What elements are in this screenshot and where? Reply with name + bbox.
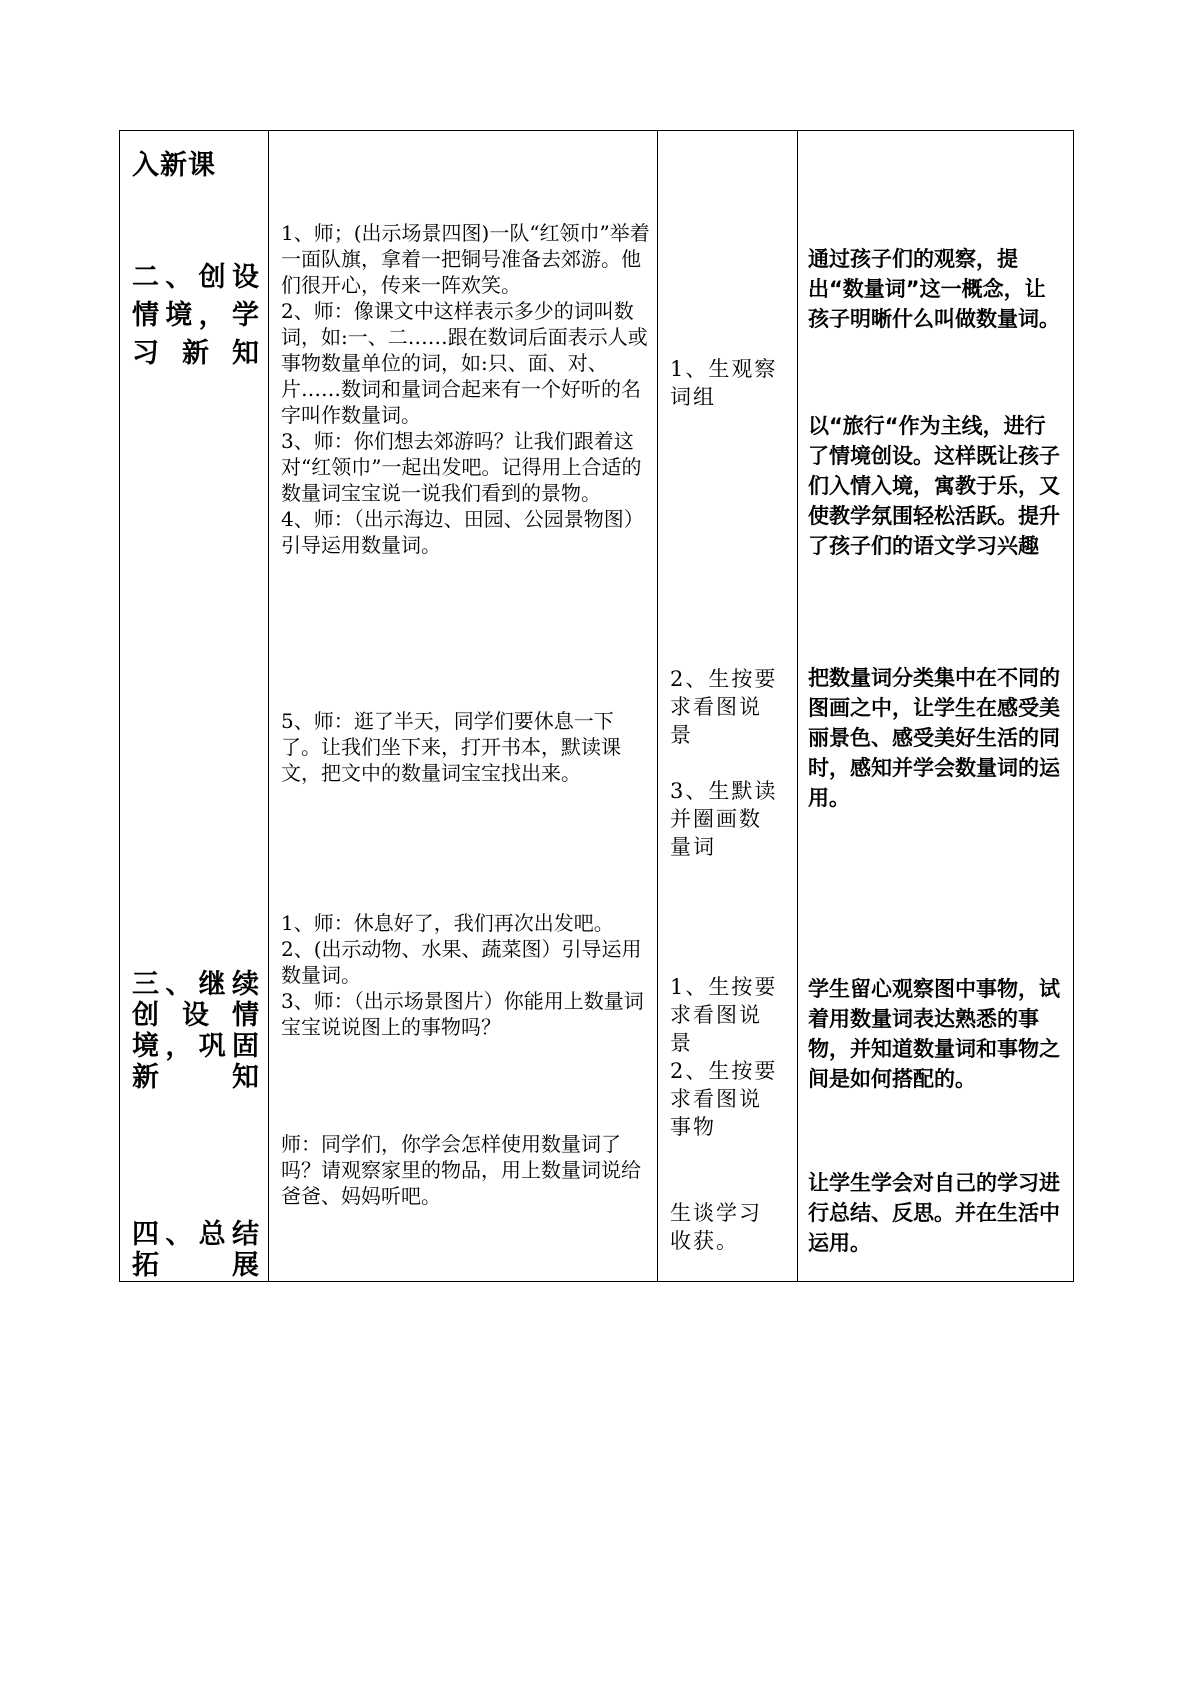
student-activity-block: 2、生按要 求看图说 景: [670, 667, 778, 747]
stage-heading-consolidate: 三、继续 创设情 境，巩固 新知: [132, 969, 260, 1093]
table-row: [120, 131, 1074, 1282]
stage-heading-new-knowledge: 二、创设 情境，学 习新知: [132, 262, 260, 369]
teacher-activity-cell: [269, 131, 658, 1282]
teacher-activity-block: 1、师；(出示场景四图)一队“红领巾”举着一面队旗，拿着一把铜号准备去郊游。他们很开心，传来一阵欢笑。 2、师：像课文中这样表示多少的词叫数词，如:一、二……跟在数词后面表示人或事物数量单位的词，如:只、面、对、片……数词和量词合起来有一个好听的名字叫作数量词。 3、师：你们想去郊游吗？让我们跟着这对“红领巾”一起出发吧。记得用上合适的数量词宝宝说一说我们看到的景物。 4、师：（出示海边、田园、公园景物图）引导运用数量词。: [281, 221, 650, 557]
design-intent-block: 把数量词分类集中在不同的图画之中，让学生在感受美丽景色、感受美好生活的同时，感知并学会数量词的运用。: [808, 666, 1060, 810]
student-activity-block: 3、生默读 并圈画数 量词: [670, 779, 778, 859]
student-activity-block: 生谈学习 收获。: [670, 1201, 762, 1253]
design-intent-cell: [798, 131, 1074, 1282]
student-activity-block: 1、生按要 求看图说 景 2、生按要 求看图说 事物: [670, 975, 778, 1139]
design-intent-block: 通过孩子们的观察，提出“数量词”这一概念，让孩子明晰什么叫做数量词。: [808, 247, 1060, 331]
lesson-plan-table: [119, 130, 1074, 1282]
design-intent-block: 学生留心观察图中事物，试着用数量词表达熟悉的事物，并知道数量词和事物之间是如何搭配的。: [808, 977, 1060, 1091]
stage-heading-summary: 四、总结 拓展: [132, 1219, 260, 1281]
design-intent-block: 让学生学会对自己的学习进行总结、反思。并在生活中运用。: [808, 1171, 1060, 1255]
teacher-activity-block: 师：同学们，你学会怎样使用数量词了吗？请观察家里的物品，用上数量词说给爸爸、妈妈听吧。: [281, 1132, 641, 1208]
student-activity-cell: [658, 131, 798, 1282]
stage-heading-intro: 入新课: [132, 150, 216, 181]
design-intent-block: 以“旅行“作为主线，进行了情境创设。这样既让孩子们入情入境，寓教于乐，又使教学氛围轻松活跃。提升了孩子们的语文学习兴趣: [808, 414, 1060, 558]
teacher-activity-block: 1、师：休息好了，我们再次出发吧。 2、(出示动物、水果、蔬菜图）引导运用数量词。 3、师：（出示场景图片）你能用上数量词宝宝说说图上的事物吗？: [281, 911, 644, 1039]
student-activity-block: 1、生观察 词组: [670, 357, 778, 409]
stage-column-cell: [120, 131, 269, 1282]
teacher-activity-block: 5、师：逛了半天，同学们要休息一下了。让我们坐下来，打开书本，默读课文，把文中的数量词宝宝找出来。: [281, 709, 621, 785]
